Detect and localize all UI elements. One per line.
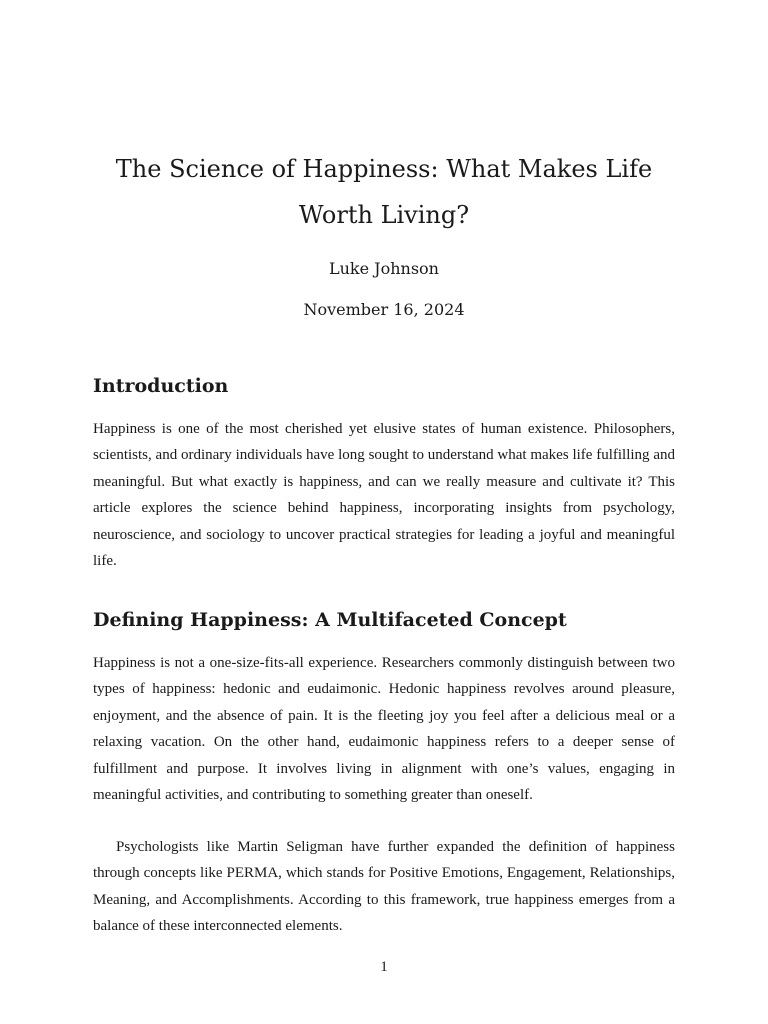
document-title: The Science of Happiness: What Makes Life Worth Living? [115, 155, 653, 229]
section-heading-defining-happiness: Defining Happiness: A Multifaceted Concept [93, 609, 567, 631]
introduction-paragraph: Happiness is one of the most cherished yet elusive states of human existence. Philosophers, scientists, and ordinary individuals have long sought to understand what makes life fulfilling and meaningful. But what exactly is happiness, and can we really measure and cultivate it? This article explores the science behind happiness, incorporating insights from psychology, neuroscience, and sociology to uncover practical strategies for leading a joyful and meaningful life. [93, 421, 675, 570]
author-name: Luke Johnson [329, 259, 439, 278]
defining-happiness-paragraph-2: Psychologists like Martin Seligman have further expanded the definition of happiness through concepts like PERMA, which stands for Positive Emotions, Engagement, Relationships, Meaning, and Accomplishments. According to this framework, true happiness emerges from a balance of these interconnected elements. [93, 839, 675, 935]
page-number: 1 [380, 959, 388, 975]
defining-happiness-paragraph-1: Happiness is not a one-size-fits-all experience. Researchers commonly distinguish between two types of happiness: hedonic and eudaimonic. Hedonic happiness revolves around pleasure, enjoyment, and the absence of pain. It is the fleeting joy you feel after a delicious meal or a relaxing vacation. On the other hand, eudaimonic happiness refers to a deeper sense of fulfillment and purpose. It involves living in alignment with one’s values, engaging in meaningful activities, and contributing to something greater than oneself. [93, 655, 675, 804]
publication-date: November 16, 2024 [303, 300, 465, 319]
section-heading-introduction: Introduction [93, 375, 229, 397]
